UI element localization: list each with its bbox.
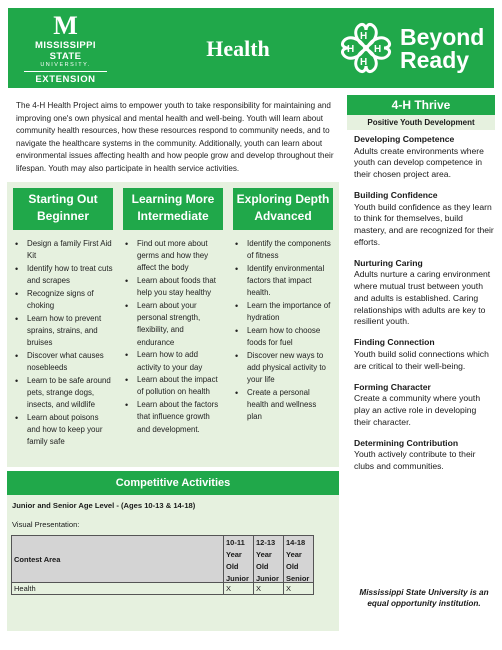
age-header: 12-13 Year Old Junior (254, 536, 284, 583)
svg-text:H: H (347, 44, 355, 55)
level-advanced (233, 188, 333, 424)
intro-paragraph: The 4-H Health Project aims to empower youth to take responsibility for maintaining and improving one's own physical and mental health and well-being. Youth will learn about community health resources, how these resources respond to community needs, and to navigate the healthcare systems in the community. Additionally, youth can learn about environmental issues affecting health and how people grow and develop throughout their lifespan. Youth may also participate in health service activities. (16, 101, 334, 173)
thrive-item: Determining Contribution Youth actively contribute to their clubs and communities. (354, 437, 476, 472)
project-levels (7, 182, 339, 467)
mark-cell: X (284, 583, 314, 595)
contest-area-header: Contest Area (12, 536, 224, 583)
list-item: • Identify environmental factors that impact health. (233, 263, 333, 300)
age-header: 14-18 Year Old Senior (284, 536, 314, 583)
mark-cell: X (254, 583, 284, 595)
list-item: • Identify the components of fitness (233, 238, 333, 262)
list-item: • Learn how to choose foods for fuel (233, 325, 333, 349)
thrive-title: 4-H Thrive (347, 95, 495, 115)
list-item: • Learn about poisons and how to keep your family safe (13, 412, 113, 449)
list-item: • Learn the importance of hydration (233, 300, 333, 324)
svg-text:H: H (360, 31, 368, 42)
list-item: • Find out more about germs and how they affect the body (123, 238, 223, 275)
list-item: • Learn to be safe around pets, strange dogs, insects, and wildlife (13, 375, 113, 412)
contest-area-cell: Health (12, 583, 224, 595)
table-row (12, 583, 314, 595)
list-item: • Learn about your personal strength, flexibility, and endurance (123, 300, 223, 349)
thrive-item: Developing Competence Adults create environments where youth can develop competence in their chosen project area. (354, 134, 484, 179)
level-beginner (13, 188, 113, 449)
svg-text:H: H (360, 57, 368, 68)
page-title: Health (206, 36, 270, 61)
thrive-item: Finding Connection Youth build solid connections which are critical to their well-being. (354, 337, 489, 371)
thrive-subtitle: Positive Youth Development (347, 115, 495, 130)
age-header: 10-11 Year Old Junior (224, 536, 254, 583)
age-level-subtitle: Junior and Senior Age Level - (Ages 10-13 & 14-18) (12, 501, 196, 510)
list-item: • Learn about foods that help you stay healthy (123, 275, 223, 299)
list-item: • Discover new ways to add physical activity to your life (233, 350, 333, 387)
level-intermediate (123, 188, 223, 436)
list-item: • Learn about the factors that influence growth and development. (123, 399, 223, 436)
svg-text:H: H (374, 44, 382, 55)
list-item: • Learn about the impact of pollution on health (123, 374, 223, 398)
contest-table (11, 535, 314, 595)
level-header: Exploring Depth Advanced (233, 188, 333, 230)
thrive-item: Building Confidence Youth build confidence as they learn to think for themselves, build mastery, and are recognized for their efforts. (354, 190, 494, 247)
header-banner (8, 8, 494, 88)
list-item: • Create a personal health and wellness plan (233, 387, 333, 424)
4h-clover-icon (338, 20, 394, 76)
competitive-activities (7, 471, 339, 631)
level-list (123, 238, 223, 436)
level-header: Starting Out Beginner (13, 188, 113, 230)
list-item: • Discover what causes nosebleeds (13, 350, 113, 374)
thrive-item: Nurturing Caring Adults nurture a caring environment where mutual trust between youth and adults is established. Caring relationships with adults are key to resilient youth. (354, 257, 491, 327)
list-item: • Learn how to prevent sprains, strains, and bruises (13, 313, 113, 350)
thrive-item: Forming Character Create a community where youth play an active role in developing their character. (354, 381, 481, 427)
table-header-row (12, 536, 314, 583)
beyond-ready-logo: Beyond Ready (400, 24, 485, 73)
level-list (13, 238, 113, 448)
list-item: • Design a family First Aid Kit (13, 238, 113, 262)
list-item: • Identify how to treat cuts and scrapes (13, 263, 113, 287)
level-list (233, 238, 333, 424)
competitive-title: Competitive Activities (7, 471, 339, 495)
visual-presentation-label: Visual Presentation: (12, 520, 80, 529)
list-item: • Recognize signs of choking (13, 288, 113, 312)
msu-extension-logo: M MISSISSIPPI STATE UNIVERSITY. EXTENSION (18, 14, 113, 84)
thrive-list (354, 134, 494, 482)
mark-cell: X (224, 583, 254, 595)
list-item: • Learn how to add activity to your day (123, 349, 223, 373)
level-header: Learning More Intermediate (123, 188, 223, 230)
equal-opportunity-note: Mississippi State University is an equal opportunity institution. (359, 588, 489, 609)
